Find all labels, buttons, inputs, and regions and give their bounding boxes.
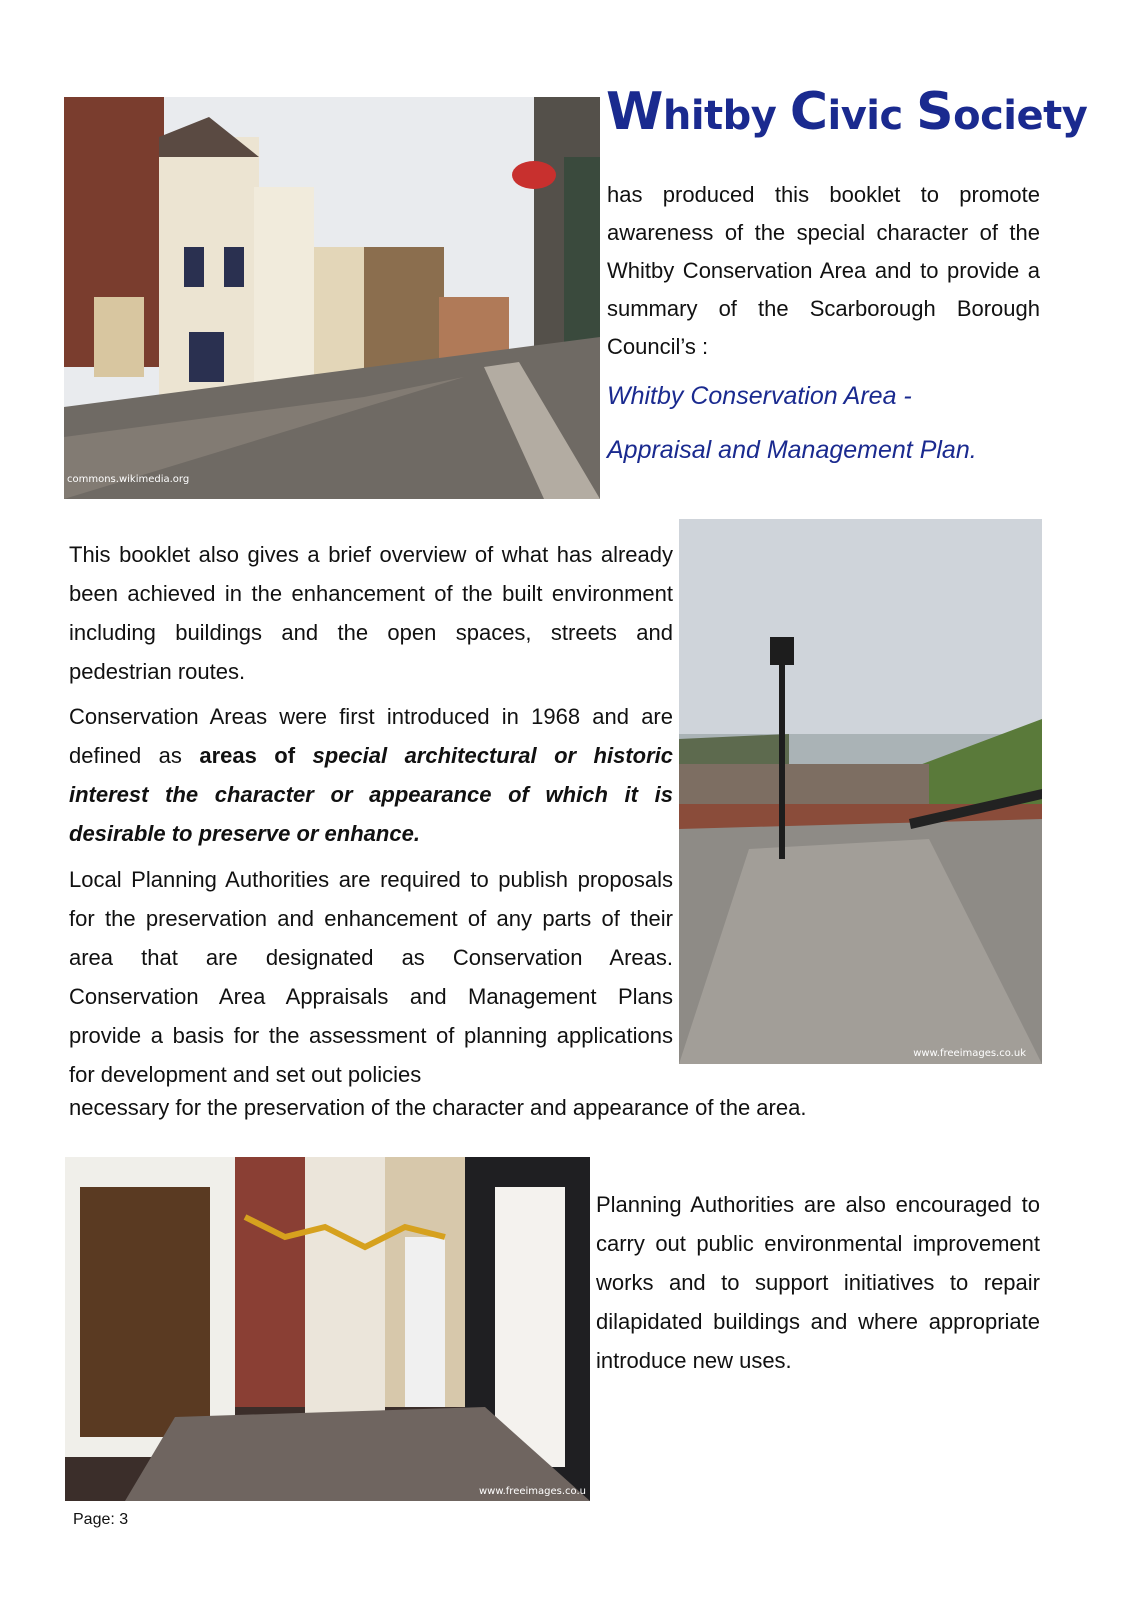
page-number: Page: 3 [73,1511,129,1528]
narrow-street-photo [65,1157,590,1501]
society-title: Whitby Civic Society [606,82,1088,142]
plan-title-line1: Whitby Conservation Area - [607,382,912,410]
photo-credit: www.freeimages.co.u [478,1486,586,1497]
definition-bold: areas of [199,743,313,768]
street-photo [64,97,600,499]
definition-quote: special architectural or historic interest the character or appearance of which it is desirable to preserve or enhance. [69,743,673,846]
steps-photo [679,519,1042,1064]
improvement-paragraph: Planning Authorities are also encouraged to carry out public environmental improvement works and to support initiatives to repair dilapidated buildings and where appropriate introduce new uses. [596,1192,1040,1373]
planning-paragraph: Local Planning Authorities are required to publish proposals for the preservation and enhancement of any parts of their area that are designated as Conservation Areas. Conservation Area Appraisals and Management Plans provide a basis for the assessment of planning applications for development and set out policies [69,867,673,1087]
overview-paragraph: This booklet also gives a brief overview of what has already been achieved in the enhancement of the built environment including buildings and the open spaces, streets and pedestrian routes. [69,542,673,684]
plan-title-line2: Appraisal and Management Plan. [607,436,977,464]
definition-lead: Conservation Areas were first introduced in 1968 and are defined as [69,704,673,768]
definition-paragraph [69,697,673,853]
photo-credit: commons.wikimedia.org [67,474,190,485]
photo-credit: www.freeimages.co.uk [913,1048,1026,1059]
intro-paragraph: has produced this booklet to promote awareness of the special character of the Whitby Conservation Area and to provide a summary of the Scarborough Borough Council’s : [607,182,1040,359]
planning-paragraph-end: necessary for the preservation of the character and appearance of the area. [69,1095,807,1120]
